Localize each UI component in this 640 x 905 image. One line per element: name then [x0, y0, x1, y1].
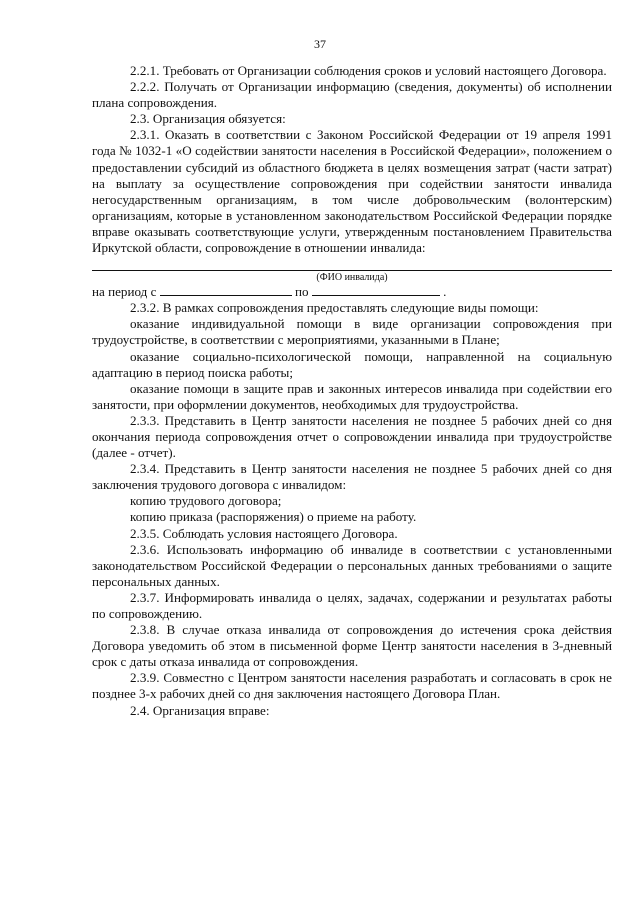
clause-2-4-heading: 2.4. Организация вправе: — [130, 702, 270, 718]
item-order-copy: копию приказа (распоряжения) о приеме на работу. — [130, 509, 417, 525]
clause-2-3-8: 2.3.8. В случае отказа инвалида от сопровождения до истечения срока действия Договора уведомить об этом в письменной форме Центр занятости населения в 3-дневный срок с даты отказа инвалида от сопровождения. — [92, 622, 612, 670]
help-item-rights: оказание помощи в защите прав и законных интересов инвалида при содействии его занятости, при оформлении документов, необходимых для трудоустройства. — [92, 380, 612, 412]
clause-2-3-7: 2.3.7. Информировать инвалида о целях, задачах, содержании и результатах работы по сопровождению. — [92, 589, 612, 621]
period-suffix: . — [443, 284, 447, 300]
document-body — [92, 63, 612, 719]
period-start-blank — [160, 284, 292, 296]
period-prefix: на период с — [92, 284, 157, 300]
clause-2-3-6: 2.3.6. Использовать информацию об инвалиде в соответствии с установленными законодательством Российской Федерации о персональных данных требованиями о защите персональных данных. — [92, 541, 612, 589]
clause-2-3-2: 2.3.2. В рамках сопровождения предоставлять следующие виды помощи: — [130, 300, 539, 316]
clause-2-2-2: 2.2.2. Получать от Организации информацию (сведения, документы) об исполнении плана сопровождения. — [92, 79, 612, 111]
fio-blank-line — [92, 270, 612, 271]
period-end-blank — [312, 284, 440, 296]
period-line — [92, 284, 612, 300]
help-item-psychological: оказание социально-психологической помощи, направленной на социальную адаптацию в период поиска работы; — [92, 348, 612, 380]
fio-caption: (ФИО инвалида) — [316, 272, 388, 284]
period-middle: по — [294, 284, 309, 300]
clause-2-3-heading: 2.3. Организация обязуется: — [130, 111, 286, 127]
clause-2-3-5: 2.3.5. Соблюдать условия настоящего Договора. — [130, 525, 398, 541]
clause-2-2-1: 2.2.1. Требовать от Организации соблюдения сроков и условий настоящего Договора. — [130, 63, 607, 78]
page-number: 37 — [314, 37, 326, 51]
clause-2-3-3: 2.3.3. Представить в Центр занятости населения не позднее 5 рабочих дней со дня окончания периода сопровождения отчет о сопровождении инвалида при трудоустройстве (далее - отчет). — [92, 412, 612, 461]
clause-2-3-9: 2.3.9. Совместно с Центром занятости населения разработать и согласовать в срок не позднее 3-х рабочих дней со дня заключения настоящего Договора План. — [92, 670, 612, 702]
clause-2-3-1: 2.3.1. Оказать в соответствии с Законом Российской Федерации от 19 апреля 1991 года № 1032-1 «О содействии занятости населения в Российской Федерации», положением о предоставлении субсидий из областного бюджета в целях возмещения затрат (части затрат) на выплату за осуществление сопровождения при содействии занятости инвалида негосударственным организациям, в том числе добровольческим (волонтерским) организациям, которые в установленном законодательством Российской Федерации порядке вправе оказывать соответствующие услуги, утвержденным постановлением Правительства Иркутской области, сопровождение в отношении инвалида: — [92, 127, 612, 256]
clause-2-3-4: 2.3.4. Представить в Центр занятости населения не позднее 5 рабочих дней со дня заключения трудового договора с инвалидом: — [92, 461, 612, 493]
item-contract-copy: копию трудового договора; — [130, 493, 282, 509]
help-item-individual: оказание индивидуальной помощи в виде организации сопровождения при трудоустройстве, в соответствии с мероприятиями, указанными в Плане; — [92, 316, 612, 348]
